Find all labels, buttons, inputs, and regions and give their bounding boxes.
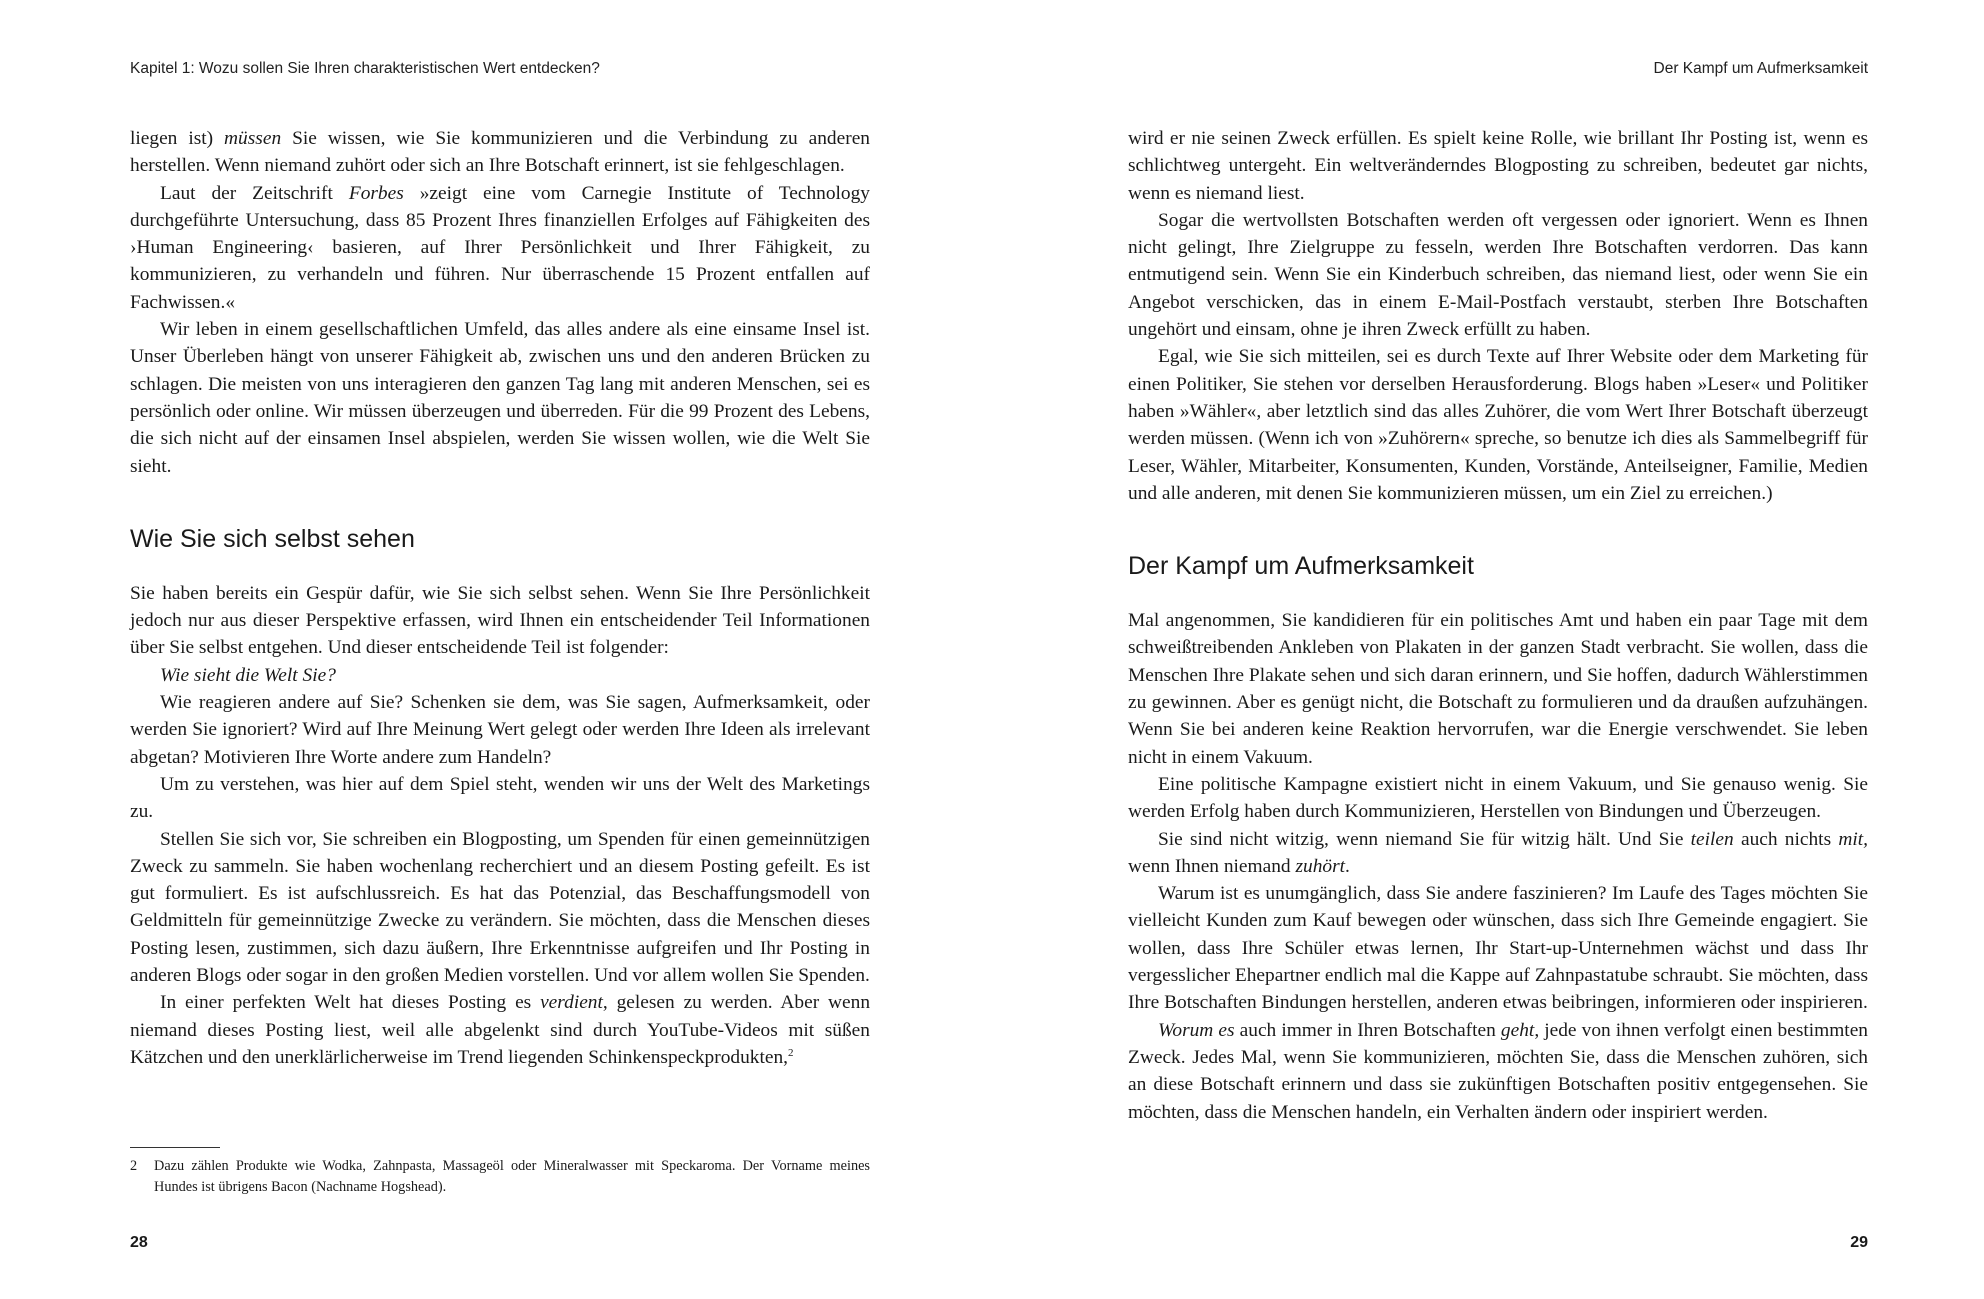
right-page bbox=[1128, 0, 1868, 1299]
paragraph: Wie sieht die Welt Sie? bbox=[160, 664, 336, 686]
paragraph: Sogar die wertvollsten Botschaften werden oft vergessen oder ignoriert. Wenn es Ihnen nicht gelingt, Ihre Zielgruppe zu fesseln, werden Ihre Botschaften verdorren. Das kann entmutigend sein. Wenn Sie ein Kinderbuch schreiben, das niemand liest, oder wenn Sie ein Angebot verschicken, das in einem E-Mail-Postfach verstaubt, sterben Ihre Botschaften ungehört und einsam, ohne je ihren Zweck erfüllt zu haben. bbox=[1128, 209, 1868, 341]
footnotes bbox=[130, 1147, 870, 1198]
footnote bbox=[130, 1156, 870, 1198]
section-heading: Wie Sie sich selbst sehen bbox=[130, 524, 415, 553]
body-text bbox=[1128, 125, 1868, 1126]
paragraph: wird er nie seinen Zweck erfüllen. Es spielt keine Rolle, wie brillant Ihr Posting ist, wenn es schlichtweg untergeht. Ein weltveränderndes Blogposting zu schreiben, bedeutet gar nichts, wenn es niemand liest. bbox=[1128, 128, 1868, 204]
paragraph: In einer perfekten Welt hat dieses Posting es verdient, gelesen zu werden. Aber wenn niemand dieses Posting liest, weil alle abgelenkt sind durch YouTube-Videos mit süßen Kätzchen und den unerklärlicherweise im Trend liegenden Schinkenspeckprodukten,$^2$ bbox=[130, 992, 871, 1068]
footnote-divider bbox=[130, 1147, 220, 1148]
paragraph: Um zu verstehen, was hier auf dem Spiel steht, wenden wir uns der Welt des Marketings zu. bbox=[130, 773, 870, 823]
running-head: Kapitel 1: Wozu sollen Sie Ihren charakteristischen Wert entdecken? bbox=[130, 60, 600, 77]
footnote-marker: 2 bbox=[788, 1046, 794, 1059]
paragraph: Egal, wie Sie sich mitteilen, sei es durch Texte auf Ihrer Website oder dem Marketing für einen Politiker, Sie stehen vor derselben Herausforderung. Blogs haben »Leser« und Politiker haben »Wähler«, aber letztlich sind das alles Zuhörer, die vom Wert Ihrer Botschaft überzeugt werden müssen. (Wenn ich von »Zuhörern« spreche, so benutze ich dies als Sammelbegriff für Leser, Wähler, Mitarbeiter, Konsumenten, Kunden, Vorstände, Anteilseigner, Familie, Medien und alle anderen, mit denen Sie kommunizieren müssen, um ein Ziel zu erreichen.) bbox=[1128, 346, 1868, 504]
paragraph: Laut der Zeitschrift Forbes »zeigt eine vom Carnegie Institute of Technology durchgeführte Untersuchung, dass 85 Prozent Ihres finanziellen Erfolges auf Fähigkeiten des ›Human Engineering‹ basieren, auf Ihrer Persönlichkeit und Ihrer Fähigkeit, zu kommunizieren, zu verhandeln und führen. Nur überraschende 15 Prozent entfallen auf Fachwissen.« bbox=[130, 182, 871, 313]
paragraph: Wir leben in einem gesellschaftlichen Umfeld, das alles andere als eine einsame Insel ist. Unser Überleben hängt von unserer Fähigkeit ab, zwischen uns und den anderen Brücken zu schlagen. Die meisten von uns interagieren den ganzen Tag lang mit anderen Menschen, sei es persönlich oder online. Wir müssen überzeugen und überreden. Für die 99 Prozent des Lebens, die sich nicht auf der einsamen Insel abspielen, werden Sie wissen wollen, wie die Welt Sie sieht. bbox=[130, 319, 870, 477]
page-number: 28 bbox=[130, 1234, 148, 1251]
footnote-text: Dazu zählen Produkte wie Wodka, Zahnpasta, Massageöl oder Mineralwasser mit Speckaroma. Der Vorname meines Hundes ist übrigens Bacon (Nachname Hogshead). bbox=[154, 1158, 870, 1195]
running-head: Der Kampf um Aufmerksamkeit bbox=[1653, 60, 1868, 77]
paragraph: Eine politische Kampagne existiert nicht in einem Vakuum, und Sie genauso wenig. Sie werden Erfolg haben durch Kommunizieren, Herstellen von Bindungen und Überzeugen. bbox=[1128, 773, 1868, 823]
section-heading: Der Kampf um Aufmerksamkeit bbox=[1128, 552, 1474, 581]
paragraph: Sie sind nicht witzig, wenn niemand Sie für witzig hält. Und Sie teilen auch nichts mit, wenn Ihnen niemand zuhört. bbox=[1128, 828, 1868, 877]
body-text bbox=[130, 125, 870, 1071]
paragraph: Worum es auch immer in Ihren Botschaften geht, jede von ihnen verfolgt einen bestimmten Zweck. Jedes Mal, wenn Sie kommunizieren, möchten Sie, dass die Menschen zuhören, sich an diese Botschaft erinnern und dass sie zukünftigen Botschaften positiv entgegensehen. Sie möchten, dass die Menschen handeln, ein Verhalten ändern oder inspiriert werden. bbox=[1128, 1019, 1868, 1123]
paragraph: Stellen Sie sich vor, Sie schreiben ein Blogposting, um Spenden für einen gemeinnützigen Zweck zu sammeln. Sie haben wochenlang recherchiert und an diesem Posting gefeilt. Es ist gut formuliert. Es ist aufschlussreich. Es hat das Potenzial, das Beschaffungsmodell von Geldmitteln für gemeinnützige Zwecke zu verändern. Sie möchten, dass die Menschen dieses Posting lesen, zustimmen, sich dazu äußern, Ihre Erkenntnisse aufgreifen und Ihr Posting in anderen Blogs oder sogar in den großen Medien vorstellen. Und vor allem wollen Sie Spenden. bbox=[130, 828, 870, 987]
footnote-number: 2 bbox=[130, 1158, 138, 1174]
paragraph: Sie haben bereits ein Gespür dafür, wie Sie sich selbst sehen. Wenn Sie Ihre Persönlichkeit jedoch nur aus dieser Perspektive erfassen, wird Ihnen ein entscheidender Teil Informationen über Sie selbst entgehen. Und dieser entscheidende Teil ist folgender: bbox=[130, 582, 870, 659]
paragraph: Warum ist es unumgänglich, dass Sie andere faszinieren? Im Laufe des Tages möchten Sie vielleicht Kunden zum Kauf bewegen oder wünschen, dass sich Ihre Gemeinde engagiert. Sie wollen, dass Ihre Schüler etwas lernen, Ihr Start-up-Unternehmen wächst und dass Ihr vergesslicher Ehepartner endlich mal die Kappe auf Zahnpastatube schraubt. Sie möchten, dass Ihre Botschaften Bindungen herstellen, anderen etwas beibringen, informieren oder inspirieren. bbox=[1128, 883, 1868, 1014]
paragraph: liegen ist) müssen Sie wissen, wie Sie kommunizieren und die Verbindung zu anderen herstellen. Wenn niemand zuhört oder sich an Ihre Botschaft erinnert, ist sie fehlgeschlagen. bbox=[130, 128, 870, 177]
left-page bbox=[130, 0, 870, 1299]
paragraph: Mal angenommen, Sie kandidieren für ein politisches Amt und haben ein paar Tage mit dem schweißtreibenden Ankleben von Plakaten in der ganzen Stadt verbracht. Sie wollen, dass die Menschen Ihre Plakate sehen und sich daran erinnern, und Sie hoffen, dadurch Wählerstimmen zu gewinnen. Aber es genügt nicht, die Botschaft zu formulieren und da draußen aufzuhängen. Wenn Sie bei anderen keine Reaktion hervorrufen, war die Energie verschwendet. Sie leben nicht in einem Vakuum. bbox=[1128, 610, 1868, 768]
page-number: 29 bbox=[1850, 1234, 1868, 1251]
paragraph: Wie reagieren andere auf Sie? Schenken sie dem, was Sie sagen, Aufmerksamkeit, oder werden Sie ignoriert? Wird auf Ihre Meinung Wert gelegt oder werden Ihre Ideen als irrelevant abgetan? Motivieren Ihre Worte andere zum Handeln? bbox=[130, 692, 870, 768]
